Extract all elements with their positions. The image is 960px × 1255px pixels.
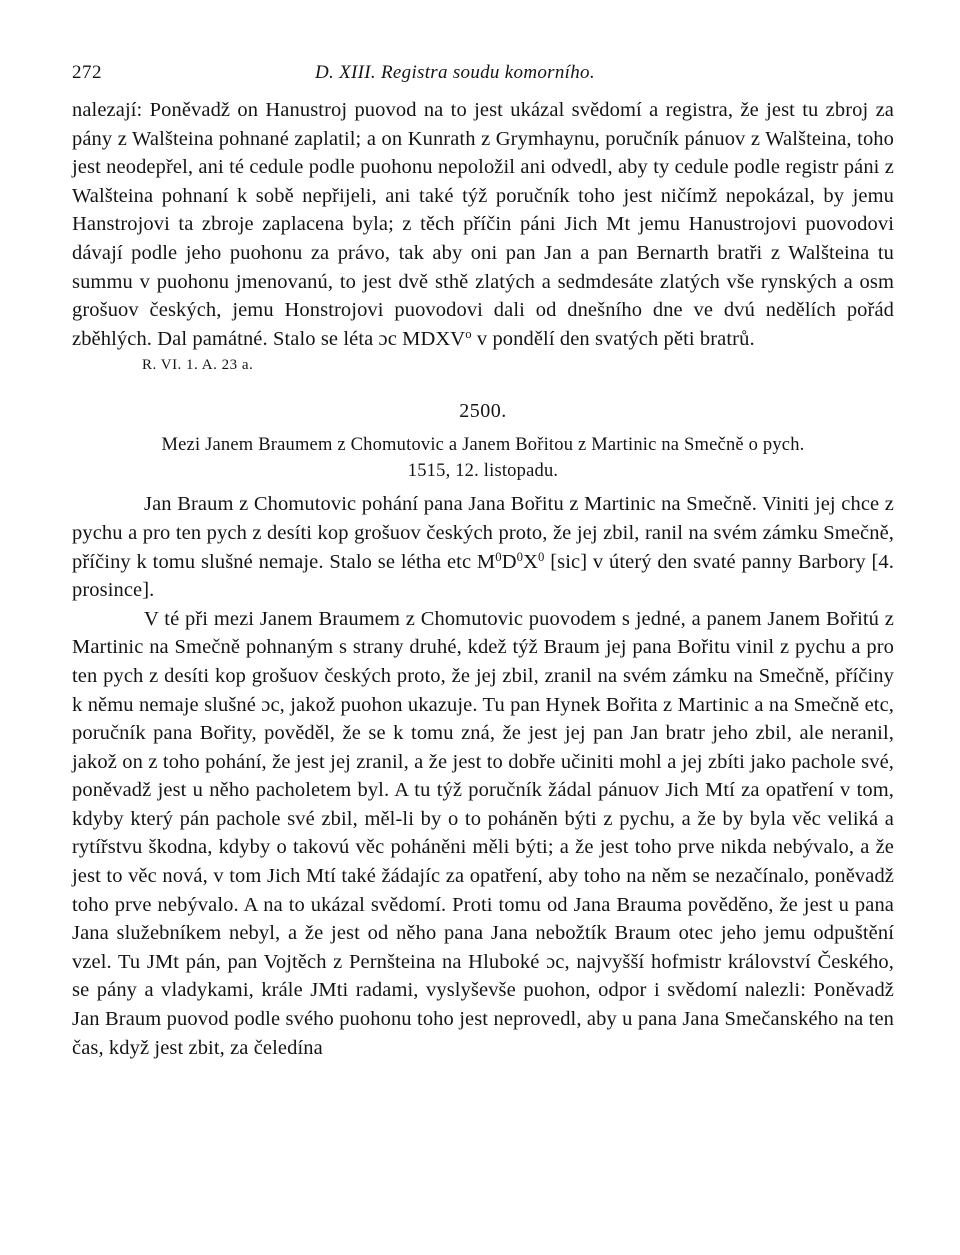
page-header <box>72 62 894 96</box>
document-number: 2500. <box>459 400 507 423</box>
document-page <box>72 62 894 1062</box>
summons-text-2: D <box>501 550 517 573</box>
summons-superscript-1: 0 <box>495 549 502 564</box>
continuation-text-tail: v pondělí den svatých pěti bratrů. <box>471 327 755 350</box>
continuation-text: nalezají: Poněvadž on Hanustroj puovod na to jest ukázal svědomí a registra, že jest tu zbroj za pány z Walšteina pohnané zaplatil; a on Kunrath z Grymhaynu, poručník pánuov z Walšteina, toho jest neodepřel, ani té cedule podle puohonu nepoložil ani odvedl, aby ty cedule podle registr páni z Walšteina pohnaní k sobě nepřijeli, ani také týž poručník toho jest ničímž nepokázal, by jemu Hanstrojovi ta zbroje zaplacena byla; z těch příčin páni Jich Mt jemu Hanustrojovi puovodovi dávají podle jeho puohonu za právo, tak aby oni pan Jan a pan Bernarth bratři z Walšteina tu summu v puohonu jmenovanú, to jest dvě sthě zlatých a sedmdesáte zlatých vše rynských a osm grošuov českých, jemu Honstrojovi puovodovi dali od dnešního dne ve dvú nedělích pořád zběhlých. Dal památné. Stalo se léta ɔc MDXV <box>72 99 894 350</box>
document-heading: Mezi Janem Braumem z Chomutovic a Janem Bořitou z Martinic na Smečně o pych. <box>161 435 805 456</box>
document-date: 1515, 12. listopadu. <box>407 461 559 482</box>
summons-text-4: [sic] v úterý den svaté panny Barbory [4. prosince]. <box>72 550 894 602</box>
summons-superscript-3: 0 <box>537 549 545 564</box>
running-title: D. XIII. Registra soudu komorního. <box>315 62 595 83</box>
hearing-paragraph: V té při mezi Janem Braumem z Chomutovic puovodem s jedné, a panem Janem Bořitú z Martinic na Smečně pohnaným s strany druhé, kdež týž Braum jej pana Bořitu vinil z pychu a pro ten pych z desíti kop grošuov českých proto, že jej zbil, zranil na svém zámku na Smečně, příčiny k němu nemaje slušné ɔc, jakož puohon ukazuje. Tu pan Hynek Bořita z Martinic a na Smečně etc, poručník pana Bořity, pověděl, že se k tomu zná, že jest jej pan Jan bratr jeho zbil, ale neranil, jakož on z toho pohání, že jest jej zranil, a že jest to dobře učiniti mohl a jej zbíti jako pachole své, poněvadž jest u něho pacholetem byl. A tu týž poručník žádal pánuov Jich Mtí za opatření v tom, kdyby který pán pachole své zbil, měl-li by o to poháněn býti z pychu, a že by byla věc veliká a rytířstvu škodna, kdyby o takovú věc poháněni měli býti; a že jest toho prve nikda nebývalo, a že jest to věc nová, v tom Jich Mtí také žádajíc za opatření, aby toho na něm se nezačínalo, poněvadž toho prve nebývalo. A na to ukázal svědomí. Proti tomu od Jana Brauma pověděno, že jest u pana Jana služebníkem nebyl, a že jest od něho pana Jana nebožtík Braum otec jeho jemu odpuštění vzel. Tu JMt pán, pan Vojtěch z Pernšteina na Hluboké ɔc, najvyšší hofmistr království Českého, se pány a vladykami, krále JMti radami, vyslyševše puohon, odpor i svědomí nalezli: Poněvadž Jan Braum puovod podle svého puohonu toho jest neprovedl, aby u pana Jana Smečanského na ten čas, když jest zbit, za čeledína <box>72 607 894 1059</box>
summons-superscript-2: 0 <box>516 549 524 564</box>
summons-text-3: X <box>523 550 538 573</box>
summons-paragraph <box>72 490 894 604</box>
page-number: 272 <box>72 62 102 83</box>
summons-text: Jan Braum z Chomutovic pohání pana Jana Bořitu z Martinic na Smečně. Viniti jej chce z pychu a pro ten pych z desíti kop grošuov českých proto, že jej zbil, ranil na svém zámku Smečně, příčiny k tomu slušné nemaje. Stalo se létha etc M <box>72 493 894 573</box>
continuation-paragraph <box>72 96 894 353</box>
source-reference: R. VI. 1. A. 23 a. <box>142 357 254 374</box>
continuation-superscript: o <box>465 326 472 341</box>
